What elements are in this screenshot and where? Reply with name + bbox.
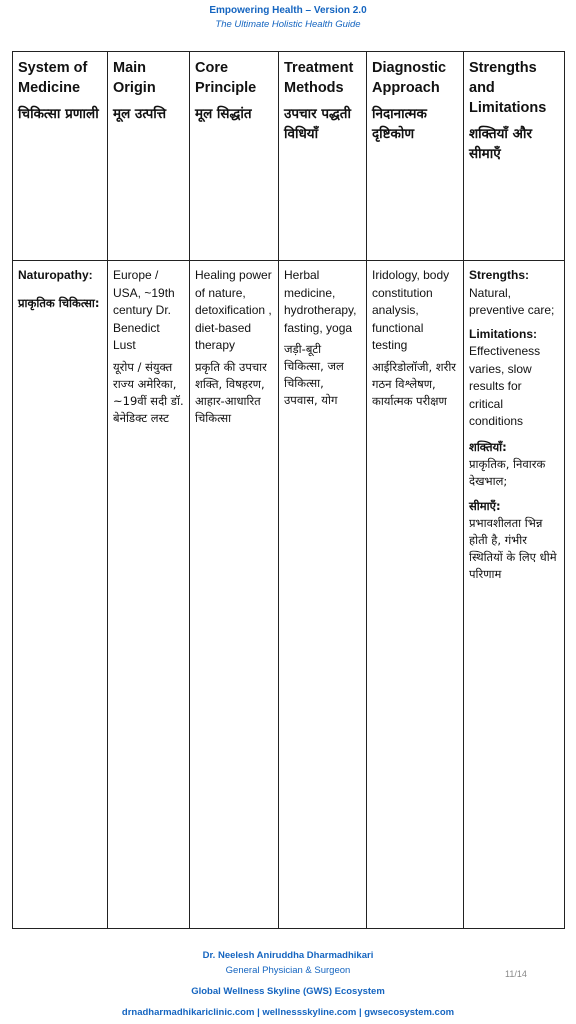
- limitations-label-hi: सीमाएँ:: [469, 498, 501, 513]
- comparison-table: [12, 51, 565, 929]
- system-name-en: Naturopathy:: [18, 268, 93, 282]
- strengths-text-hi: प्राकृतिक, निवारक देखभाल;: [469, 456, 546, 488]
- cell-methods: [279, 261, 367, 929]
- header-title: Empowering Health – Version 2.0: [209, 5, 367, 16]
- col-header-strengths: [464, 52, 565, 261]
- methods-en: Herbal medicine, hydrotherapy, fasting, yoga: [284, 268, 357, 335]
- col-header-en: Strengths and Limitations: [469, 60, 547, 116]
- table-header-row: [13, 52, 565, 261]
- limitations-text: Effectiveness varies, slow results for critical conditions: [469, 344, 541, 428]
- cell-strengths: [464, 261, 565, 929]
- cell-system: [13, 261, 108, 929]
- origin-hi: यूरोप / संयुक्त राज्य अमेरिका, ~19वीं सदी डॉ. बेनेडिक्ट लस्ट: [113, 359, 184, 425]
- cell-principle: [190, 261, 279, 929]
- footer-author: Dr. Neelesh Aniruddha Dharmadhikari: [202, 950, 374, 961]
- footer-role: General Physician & Surgeon: [225, 965, 351, 976]
- strengths-text: Natural, preventive care;: [469, 285, 555, 317]
- methods-hi: जड़ी-बूटी चिकित्सा, जल चिकित्सा, उपवास, योग: [284, 342, 344, 407]
- col-header-system: [13, 52, 108, 261]
- col-header-hi: निदानात्मक दृष्टिकोण: [372, 106, 427, 142]
- col-header-principle: [190, 52, 279, 261]
- cell-origin: [108, 261, 190, 929]
- col-header-origin: [108, 52, 190, 261]
- header-subtitle: The Ultimate Holistic Health Guide: [215, 19, 361, 30]
- col-header-methods: [279, 52, 367, 261]
- page-header: [0, 4, 576, 31]
- footer-links[interactable]: drnadharmadhikariclinic.com | wellnessskyline.com | gwsecosystem.com: [121, 1007, 455, 1018]
- cell-diagnostic: [367, 261, 464, 929]
- col-header-en: Main Origin: [113, 60, 156, 96]
- footer-ecosystem: Global Wellness Skyline (GWS) Ecosystem: [191, 986, 385, 997]
- col-header-diagnostic: [367, 52, 464, 261]
- col-header-hi: उपचार पद्धती विधियाँ: [284, 106, 352, 142]
- limitations-text-hi: प्रभावशीलता भिन्न होती है, गंभीर स्थितियों के लिए धीमे परिणाम: [469, 515, 557, 581]
- principle-en: Healing power of nature, detoxification , diet-based therapy: [195, 268, 272, 352]
- limitations-label: Limitations:: [469, 326, 537, 341]
- col-header-en: Treatment Methods: [284, 60, 354, 96]
- principle-hi: प्रकृति की उपचार शक्ति, विषहरण, आहार-आधारित चिकित्सा: [195, 359, 267, 425]
- origin-en: Europe / USA, ~19th century Dr. Benedict Lust: [113, 268, 175, 352]
- strengths-label-hi: शक्तियाँ:: [469, 439, 507, 454]
- diagnostic-en: Iridology, body constitution analysis, functional testing: [372, 268, 450, 352]
- col-header-hi: चिकित्सा प्रणाली: [18, 106, 99, 122]
- col-header-en: Core Principle: [195, 60, 257, 96]
- table-row: [13, 261, 565, 929]
- col-header-hi: मूल सिद्धांत: [195, 106, 252, 122]
- col-header-en: Diagnostic Approach: [372, 60, 447, 96]
- col-header-hi: शक्तियाँ और सीमाएँ: [469, 126, 532, 162]
- page-number: 11/14: [505, 969, 527, 979]
- system-name-hi: प्राकृतिक चिकित्सा:: [18, 295, 100, 310]
- col-header-en: System of Medicine: [18, 60, 88, 96]
- col-header-hi: मूल उत्पत्ति: [113, 106, 167, 122]
- diagnostic-hi: आईरिडोलॉजी, शरीर गठन विश्लेषण, कार्यात्मक परीक्षण: [372, 359, 457, 408]
- strengths-label: Strengths:: [469, 268, 529, 282]
